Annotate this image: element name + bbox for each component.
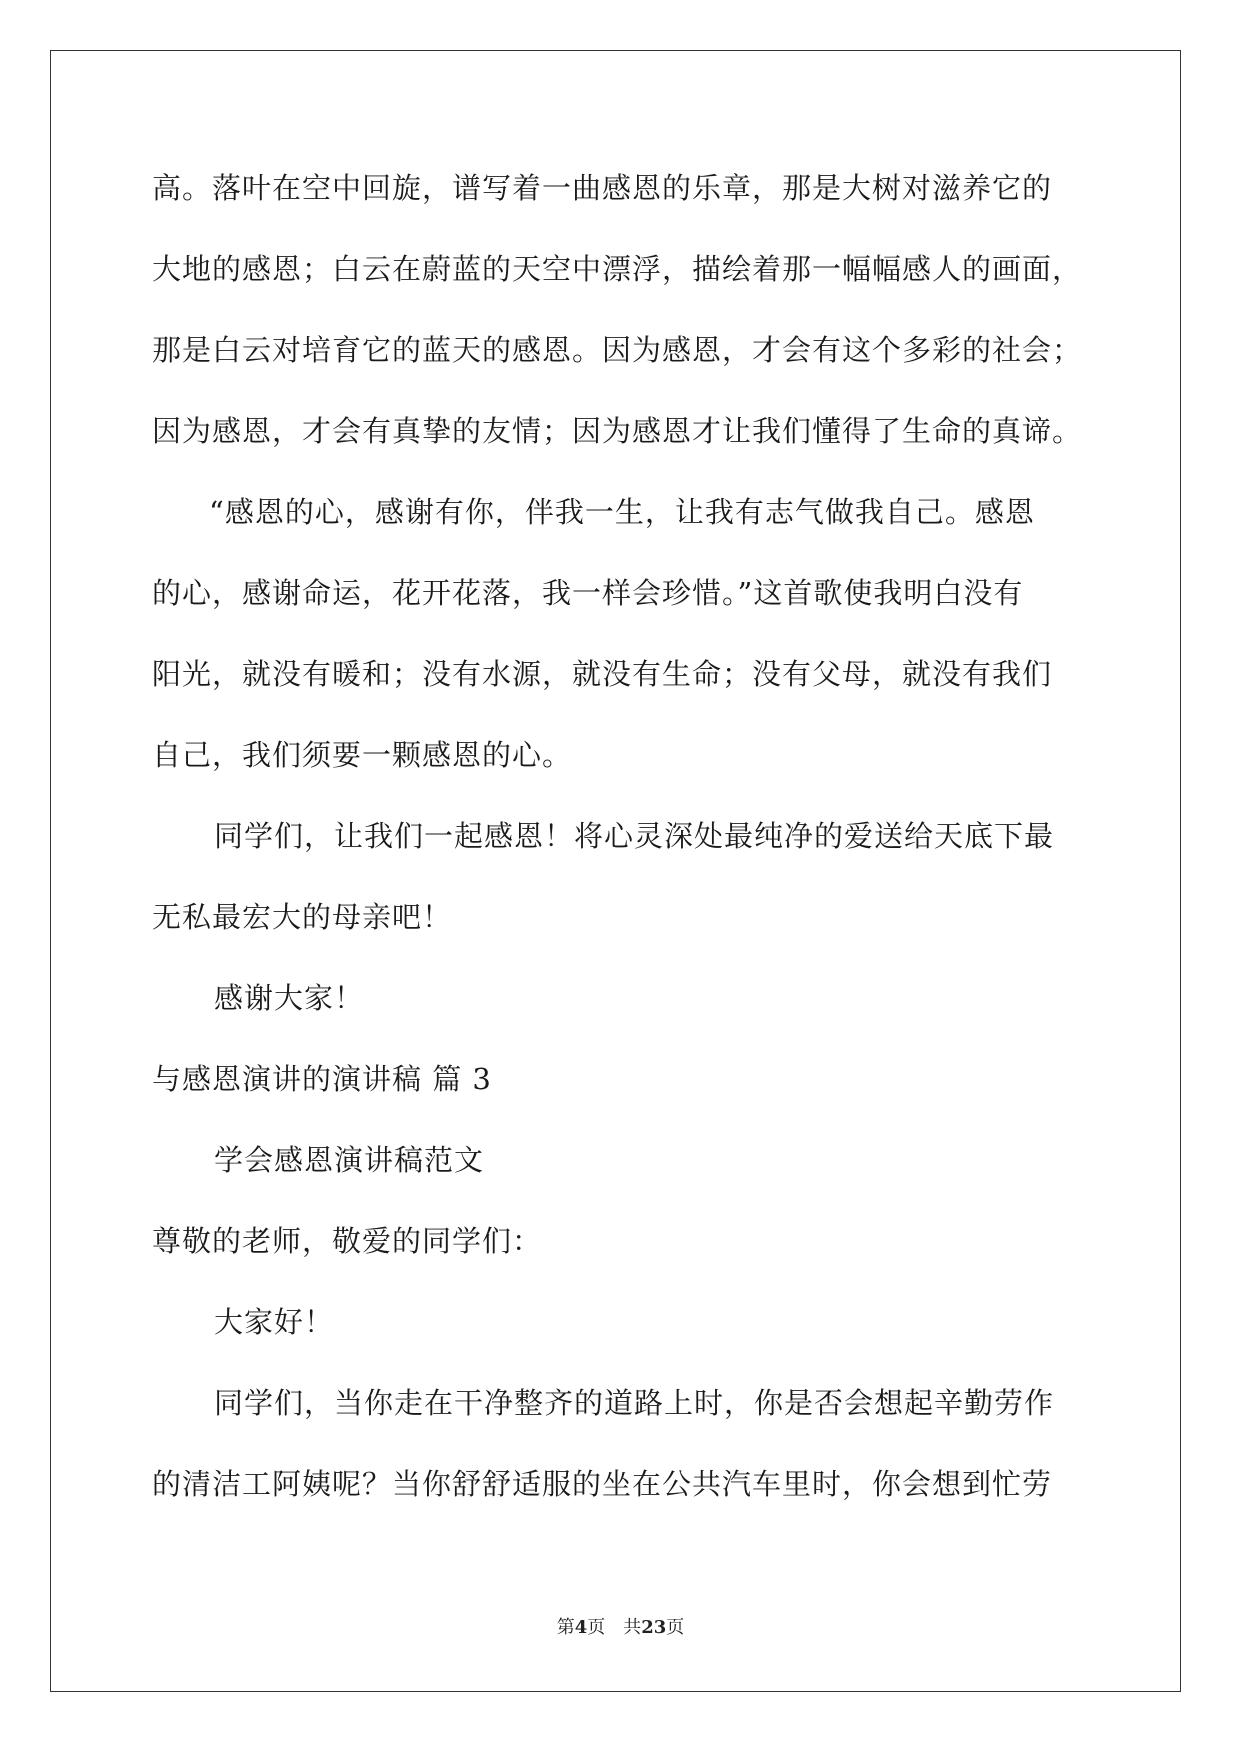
section-heading: 与感恩演讲的演讲稿 篇 3	[152, 1062, 492, 1096]
footer-suffix: 页	[587, 1617, 606, 1638]
footer-total-prefix: 共	[623, 1617, 642, 1638]
greeting: 大家好！	[214, 1305, 335, 1339]
text-line: 同学们，让我们一起感恩！将心灵深处最纯净的爱送给天底下最	[214, 819, 1055, 853]
text-line: 阳光，就没有暖和；没有水源，就没有生命；没有父母，就没有我们	[152, 657, 1053, 691]
footer-total-suffix: 页	[666, 1617, 685, 1638]
subtitle: 学会感恩演讲稿范文	[214, 1143, 485, 1177]
text-line: 大地的感恩；白云在蔚蓝的天空中漂浮，描绘着那一幅幅感人的画面，	[152, 252, 1083, 286]
text-line: 高。落叶在空中回旋，谱写着一曲感恩的乐章，那是大树对滋养它的	[152, 171, 1053, 205]
current-page-number: 4	[574, 1617, 588, 1638]
text-line: 的清洁工阿姨呢？当你舒舒适服的坐在公共汽车里时，你会想到忙劳	[152, 1467, 1053, 1501]
page-number-footer	[0, 1613, 1241, 1639]
total-pages-number: 23	[641, 1617, 667, 1638]
document-body	[152, 158, 1092, 1535]
text-line: 的心，感谢命运，花开花落，我一样会珍惜。”这首歌使我明白没有	[152, 576, 1024, 610]
footer-prefix: 第	[556, 1617, 575, 1638]
text-line: “感恩的心，感谢有你，伴我一生，让我有志气做我自己。感恩	[209, 495, 1035, 529]
text-line: 因为感恩，才会有真挚的友情；因为感恩才让我们懂得了生命的真谛。	[152, 414, 1083, 448]
salutation: 尊敬的老师，敬爱的同学们：	[152, 1224, 543, 1258]
text-line: 感谢大家！	[214, 981, 365, 1015]
text-line: 无私最宏大的母亲吧！	[152, 900, 453, 934]
text-line: 自己，我们须要一颗感恩的心。	[152, 738, 573, 772]
text-line: 那是白云对培育它的蓝天的感恩。因为感恩，才会有这个多彩的社会；	[152, 333, 1083, 367]
text-line: 同学们，当你走在干净整齐的道路上时，你是否会想起辛勤劳作	[214, 1386, 1055, 1420]
